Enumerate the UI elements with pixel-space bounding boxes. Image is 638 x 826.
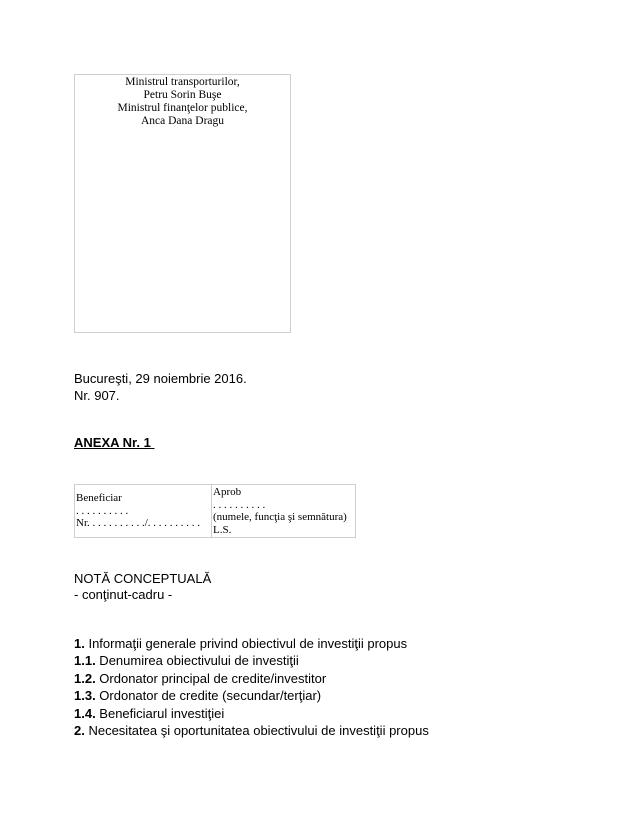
section-text: Informaţii generale privind obiectivul de investiţii propus: [84, 636, 408, 651]
annex-title: [74, 435, 154, 451]
sections-list: [74, 635, 429, 739]
section-item: [74, 687, 429, 704]
decree-number: Nr. 907.: [74, 388, 120, 403]
note-subtitle: - conţinut-cadru -: [74, 587, 173, 602]
section-number: 1.3.: [74, 688, 96, 704]
section-number: 1.2.: [74, 670, 96, 686]
section-number: 1.1.: [74, 653, 96, 669]
approve-note: (numele, funcţia şi semnătura): [213, 511, 347, 523]
section-item: [74, 652, 429, 669]
section-number: 1.4.: [74, 705, 96, 721]
section-item: [74, 670, 429, 687]
section-item: [74, 722, 429, 739]
note-title-block: [74, 571, 211, 603]
section-text: Ordonator principal de credite/investitor: [95, 670, 327, 686]
signatory-line: Ministrul finanţelor publice,: [117, 102, 248, 114]
beneficiary-label: Beneficiar: [76, 492, 122, 505]
signatory-line: Petru Sorin Buşe: [143, 89, 222, 101]
section-item: [74, 705, 429, 722]
signatory-line: Anca Dana Dragu: [140, 115, 224, 127]
beneficiary-cell: [75, 485, 212, 538]
section-number: 1.: [74, 636, 85, 651]
beneficiary-number: Nr. . . . . . . . . . ./. . . . . . . . . .: [76, 517, 201, 530]
section-text: Ordonator de credite (secundar/terţiar): [95, 688, 322, 704]
signatories-box: [74, 74, 291, 333]
annex-title-text: ANEXA Nr. 1: [74, 435, 151, 450]
beneficiary-dots: . . . . . . . . . .: [76, 504, 129, 517]
section-text: Denumirea obiectivului de investiţii: [95, 653, 299, 669]
note-title: NOTĂ CONCEPTUALĂ: [74, 571, 212, 586]
section-item: [74, 635, 429, 652]
section-text: Necesitatea şi oportunitatea obiectivului de investiţii propus: [84, 723, 429, 739]
section-number: 2.: [74, 723, 85, 739]
seal-label: L.S.: [213, 523, 232, 536]
approval-table: [74, 484, 356, 538]
place-date: Bucureşti, 29 noiembrie 2016.: [74, 371, 247, 386]
approval-cell: [212, 485, 356, 538]
approve-dots: . . . . . . . . . .: [213, 498, 266, 511]
signatory-line: Ministrul transporturilor,: [125, 76, 240, 88]
section-text: Beneficiarul investiţiei: [95, 705, 225, 721]
approve-label: Aprob: [213, 486, 242, 498]
